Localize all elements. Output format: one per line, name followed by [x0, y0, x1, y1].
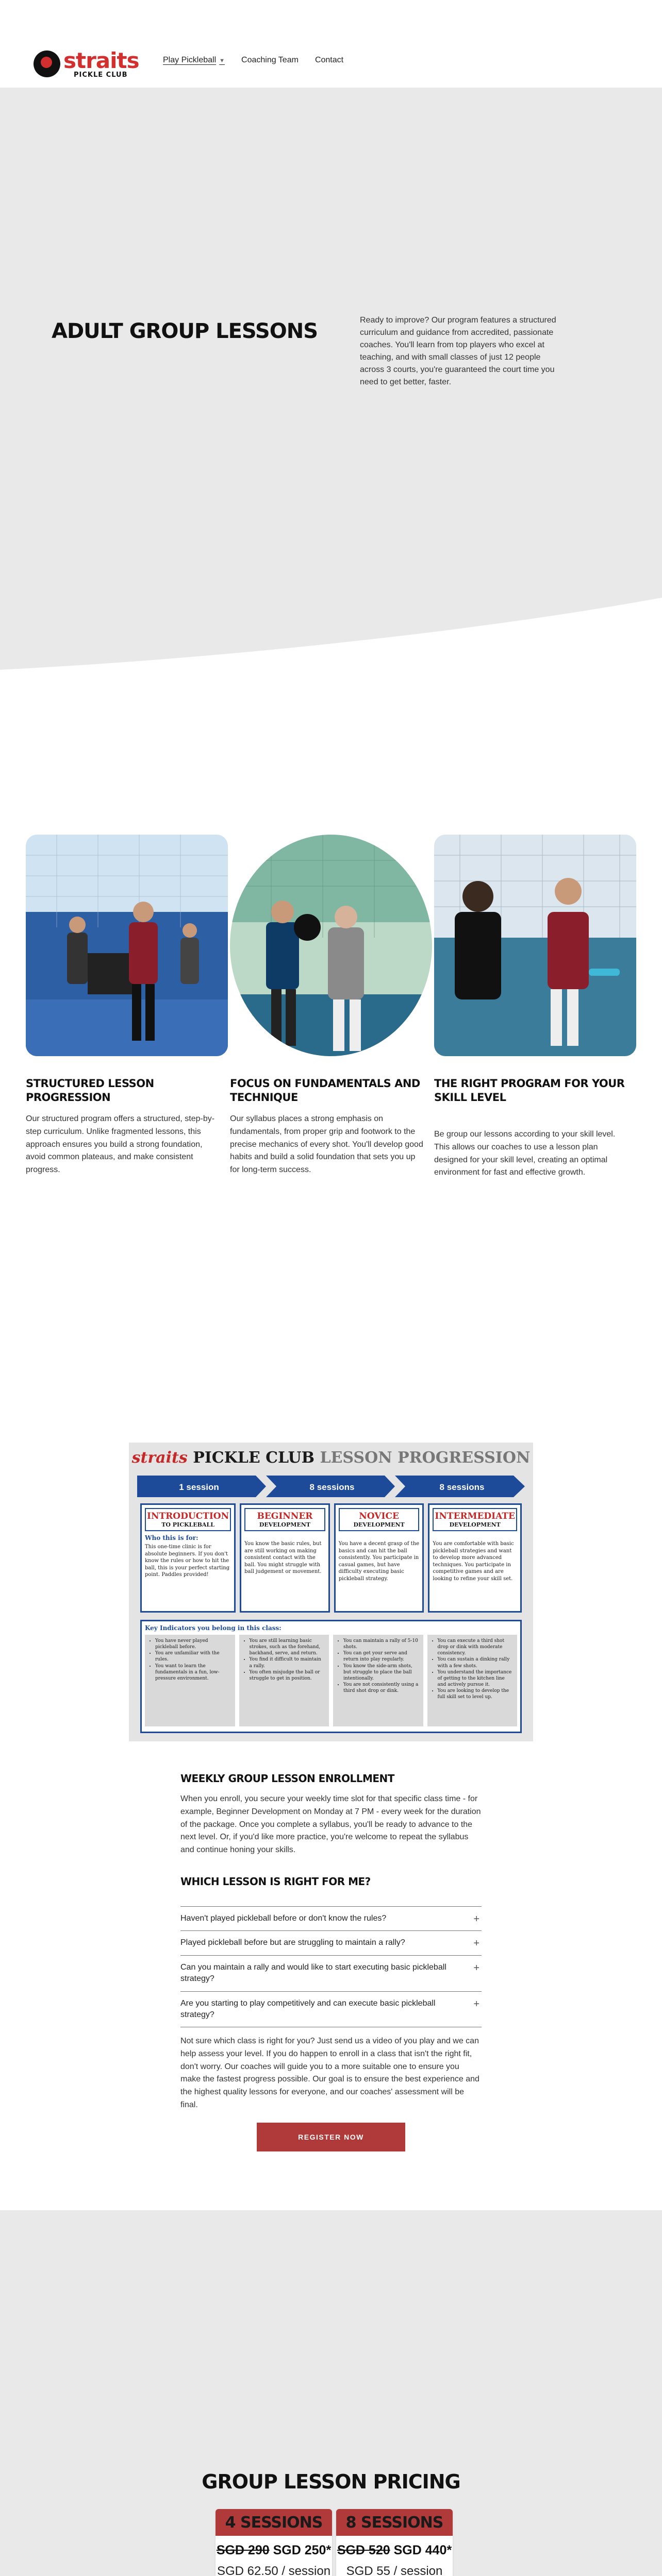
- price-per-session: SGD 55 / session: [346, 2564, 443, 2576]
- indicators-beginner: [239, 1635, 329, 1726]
- enrollment-title: WEEKLY GROUP LESSON ENROLLMENT: [180, 1772, 394, 1785]
- faq-item-1[interactable]: [180, 1906, 482, 1930]
- register-now-button[interactable]: REGISTER NOW: [257, 2123, 405, 2151]
- level-sub: DEVELOPMENT: [353, 1521, 405, 1528]
- faq-item-2[interactable]: [180, 1930, 482, 1955]
- arrow-label-2: 8 sessions: [309, 1482, 355, 1492]
- nav-play-pickleball[interactable]: [163, 56, 225, 65]
- feature-title-progression: STRUCTURED LESSON PROGRESSION: [26, 1077, 154, 1104]
- price-per-session: SGD 62.50 / session: [217, 2564, 331, 2576]
- price-old: SGD 290: [216, 2543, 270, 2557]
- indicator-item: • You can maintain a rally of 5-10 shots.: [343, 1638, 419, 1650]
- key-indicators: [140, 1620, 522, 1733]
- level-card-beginner: [240, 1503, 330, 1613]
- level-desc: You know the basic rules, but are still working on making consistent contact with the ball. You might struggle with ball judgement or movement.: [244, 1541, 322, 1574]
- indicator-item: • You often misjudge the ball or struggle to get in position.: [250, 1669, 325, 1682]
- indicator-item: • You are looking to develop the full skill set to level up.: [438, 1688, 514, 1700]
- level-name: INTERMEDIATE: [435, 1511, 515, 1521]
- level-name: INTRODUCTION: [147, 1511, 229, 1521]
- hero-text: Ready to improve? Our program features a structured curriculum and guidance from accredited, passionate coaches. You'll learn from top players who excel at teaching, and with small classes of just 12 people across 3 courts, you're guaranteed the court time you need to get better, faster.: [360, 316, 556, 386]
- price-card-head: 8 SESSIONS: [336, 2509, 453, 2536]
- level-cards: [140, 1503, 522, 1613]
- site-logo[interactable]: [34, 49, 142, 79]
- session-arrows: [137, 1476, 525, 1497]
- faq-question: Are you starting to play competitively and can execute basic pickleball strategy?: [180, 1998, 436, 2019]
- pickleball-logo-icon: [34, 50, 60, 77]
- arrow-label-1: 1 session: [179, 1482, 219, 1492]
- indicator-item: • You understand the importance of getting to the kitchen line and actively pursue it.: [438, 1669, 514, 1688]
- level-name: NOVICE: [359, 1511, 399, 1521]
- faq-question: Played pickleball before but are struggling to maintain a rally?: [180, 1938, 405, 1947]
- level-desc: This one-time clinic is for absolute beginners. If you don't know the rules or how to hit the ball, this is your perfect starting point. Paddles provided!: [145, 1544, 230, 1578]
- level-desc: You are comfortable with basic pickleball strategies and want to develop more advanced techniques. You participate in competitive games and are looking to refine your skill set.: [433, 1541, 514, 1582]
- feature-text-progression: Our structured program offers a structured, step-by-step curriculum. Unlike fragmented lessons, this approach ensures you build a strong foundation, avoid common plateaus, and make consistent progress.: [26, 1114, 215, 1175]
- price-new: SGD 250*: [273, 2543, 332, 2557]
- faq-item-3[interactable]: [180, 1955, 482, 1991]
- faq-note: Not sure which class is right for you? Just send us a video of you play and we can help assess your level. If you do happen to enroll in a class that isn't the right fit, don't worry. Our coaches will guide you to a more suitable one to ensure you make the fastest progress possible. Our goal is to ensure the best experience and the highest quality lessons for everyone, and our coaches' assessment will be final.: [180, 2037, 479, 2109]
- feature-image-skill-level: [434, 835, 636, 1056]
- indicators-intermediate: [427, 1635, 518, 1726]
- who-title: Who this is for:: [145, 1534, 198, 1541]
- level-card-novice: [334, 1503, 424, 1613]
- indicator-item: • You have never played pickleball before.: [155, 1638, 231, 1650]
- poster-brand: straits: [131, 1449, 188, 1467]
- faq-question: Haven't played pickleball before or don't know the rules?: [180, 1914, 387, 1923]
- level-sub: TO PICKLEBALL: [161, 1521, 214, 1528]
- plus-icon: +: [473, 1998, 479, 2010]
- arrow-label-3: 8 sessions: [439, 1482, 485, 1492]
- price-card-8-sessions: [336, 2509, 453, 2576]
- enrollment-text: When you enroll, you secure your weekly time slot for that specific class time - for example, Beginner Development on Monday at 7 PM - every week for the duration of the package. Once you complete a syllabus, you'll be ready to advance to the next level. Or, if you'd like more practice, you're welcome to repeat the syllabus and continue honing your skills.: [180, 1794, 481, 1855]
- price-main: [336, 2543, 453, 2558]
- indicator-item: • You find it difficult to maintain a rally.: [250, 1656, 325, 1669]
- indicator-item: • You can execute a third shot drop or dink with moderate consistency.: [438, 1638, 514, 1656]
- lesson-progression-poster: [129, 1443, 533, 1741]
- main-nav: [163, 56, 343, 65]
- indicator-item: • You want to learn the fundamentals in a fun, low-pressure environment.: [155, 1663, 231, 1682]
- feature-image-technique: [230, 835, 432, 1056]
- plus-icon: +: [473, 1962, 479, 1974]
- feature-title-skill-level: THE RIGHT PROGRAM FOR YOUR SKILL LEVEL: [434, 1077, 625, 1104]
- pricing-title: GROUP LESSON PRICING: [202, 2470, 460, 2493]
- indicator-item: • You are unfamiliar with the rules.: [155, 1650, 231, 1663]
- indicator-item: • You are not consistently using a third shot drop or dink.: [343, 1682, 419, 1694]
- feature-text-skill-level: Be group our lessons according to your skill level. This allows our coaches to use a lesson plan designed for your skill level, creating an optimal environment for fast and effective growth.: [434, 1130, 616, 1177]
- hero-title: ADULT GROUP LESSONS: [52, 319, 318, 343]
- indicators-title: Key Indicators you belong in this class:: [145, 1624, 282, 1632]
- hero-section: [0, 88, 662, 696]
- indicator-item: • You can get your serve and return into play regularly.: [343, 1650, 419, 1663]
- price-card-4-sessions: [216, 2509, 332, 2576]
- level-sub: DEVELOPMENT: [259, 1521, 311, 1528]
- hero-wave-divider: [0, 592, 662, 696]
- level-sub: DEVELOPMENT: [449, 1521, 501, 1528]
- indicators-introduction: [145, 1635, 235, 1726]
- logo-wordmark: straits: [63, 47, 139, 73]
- faq-accordion: [180, 1906, 482, 2027]
- plus-icon: +: [473, 1938, 479, 1950]
- price-card-head: 4 SESSIONS: [216, 2509, 332, 2536]
- indicator-item: • You know the side-arm shots, but struggle to place the ball intentionally.: [343, 1663, 419, 1682]
- nav-contact[interactable]: Contact: [315, 56, 344, 64]
- level-desc: You have a decent grasp of the basics and can hit the ball consistently. You participate in casual games, but have difficulty executing basic pickleball strategy.: [338, 1541, 420, 1582]
- plus-icon: +: [473, 1913, 479, 1925]
- level-name: BEGINNER: [257, 1511, 313, 1521]
- price-old: SGD 520: [337, 2543, 390, 2557]
- pricing-section: [0, 2210, 662, 2576]
- poster-title-mid: PICKLE CLUB: [193, 1449, 315, 1467]
- indicator-item: • You are still learning basic strokes, such as the forehand, backhand, serve, and return.: [250, 1638, 325, 1656]
- feature-image-coaching: [26, 835, 228, 1056]
- logo-subtitle: PICKLE CLUB: [74, 71, 128, 79]
- feature-title-fundamentals: FOCUS ON FUNDAMENTALS AND TECHNIQUE: [230, 1077, 420, 1104]
- level-card-introduction: [140, 1503, 236, 1613]
- faq-question: Can you maintain a rally and would like to start executing basic pickleball strategy?: [180, 1962, 446, 1984]
- faq-item-4[interactable]: [180, 1991, 482, 2028]
- nav-coaching-team[interactable]: Coaching Team: [241, 56, 299, 64]
- feature-text-fundamentals: Our syllabus places a strong emphasis on fundamentals, from proper grip and footwork to the precise mechanics of every shot. You'll develop good habits and build a solid foundation that sets you up for long-term success.: [230, 1114, 423, 1175]
- chevron-down-icon: ▼: [219, 58, 225, 64]
- poster-title: [129, 1449, 533, 1467]
- nav-play-pickleball-label: Play Pickleball: [163, 56, 217, 64]
- indicators-novice: [333, 1635, 423, 1726]
- poster-title-end: LESSON PROGRESSION: [320, 1449, 531, 1467]
- price-new: SGD 440*: [393, 2543, 452, 2557]
- price-main: [216, 2543, 332, 2558]
- faq-title: WHICH LESSON IS RIGHT FOR ME?: [180, 1875, 371, 1888]
- indicator-item: • You can sustain a dinking rally with a few shots.: [438, 1656, 514, 1669]
- level-card-intermediate: [428, 1503, 522, 1613]
